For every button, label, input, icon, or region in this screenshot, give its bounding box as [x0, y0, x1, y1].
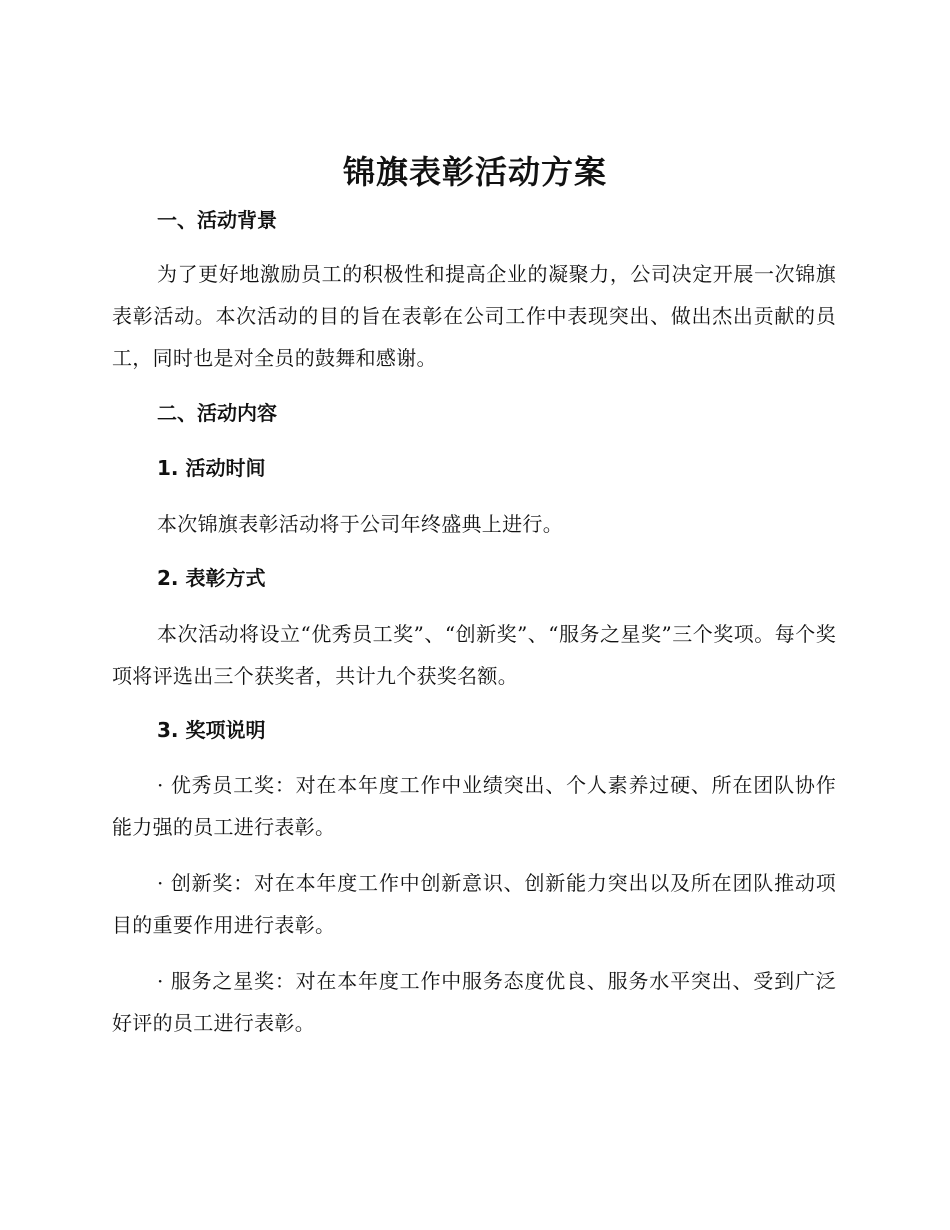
method-paragraph: 本次活动将设立“优秀员工奖”、“创新奖”、“服务之星奖”三个奖项。每个奖项将评选出三个获奖者，共计九个获奖名额。: [112, 622, 836, 688]
award-item-service-star: · 服务之星奖：对在本年度工作中服务态度优良、服务水平突出、受到广泛好评的员工进行表彰。: [112, 969, 836, 1035]
section-heading-content: 二、活动内容: [157, 401, 277, 425]
subsection-heading-method: 2. 表彰方式: [157, 566, 266, 590]
section-heading-background: 一、活动背景: [157, 208, 277, 232]
award-item-innovation: · 创新奖：对在本年度工作中创新意识、创新能力突出以及所在团队推动项目的重要作用进行表彰。: [112, 871, 836, 937]
subsection-heading-time: 1. 活动时间: [157, 456, 266, 480]
subsection-heading-awards: 3. 奖项说明: [157, 718, 266, 742]
award-item-excellent-employee: · 优秀员工奖：对在本年度工作中业绩突出、个人素养过硬、所在团队协作能力强的员工进行表彰。: [112, 773, 836, 839]
background-paragraph: 为了更好地激励员工的积极性和提高企业的凝聚力，公司决定开展一次锦旗表彰活动。本次活动的目的旨在表彰在公司工作中表现突出、做出杰出贡献的员工，同时也是对全员的鼓舞和感谢。: [112, 262, 836, 370]
time-paragraph: 本次锦旗表彰活动将于公司年终盛典上进行。: [157, 512, 563, 536]
document-title: 锦旗表彰活动方案: [342, 153, 607, 191]
